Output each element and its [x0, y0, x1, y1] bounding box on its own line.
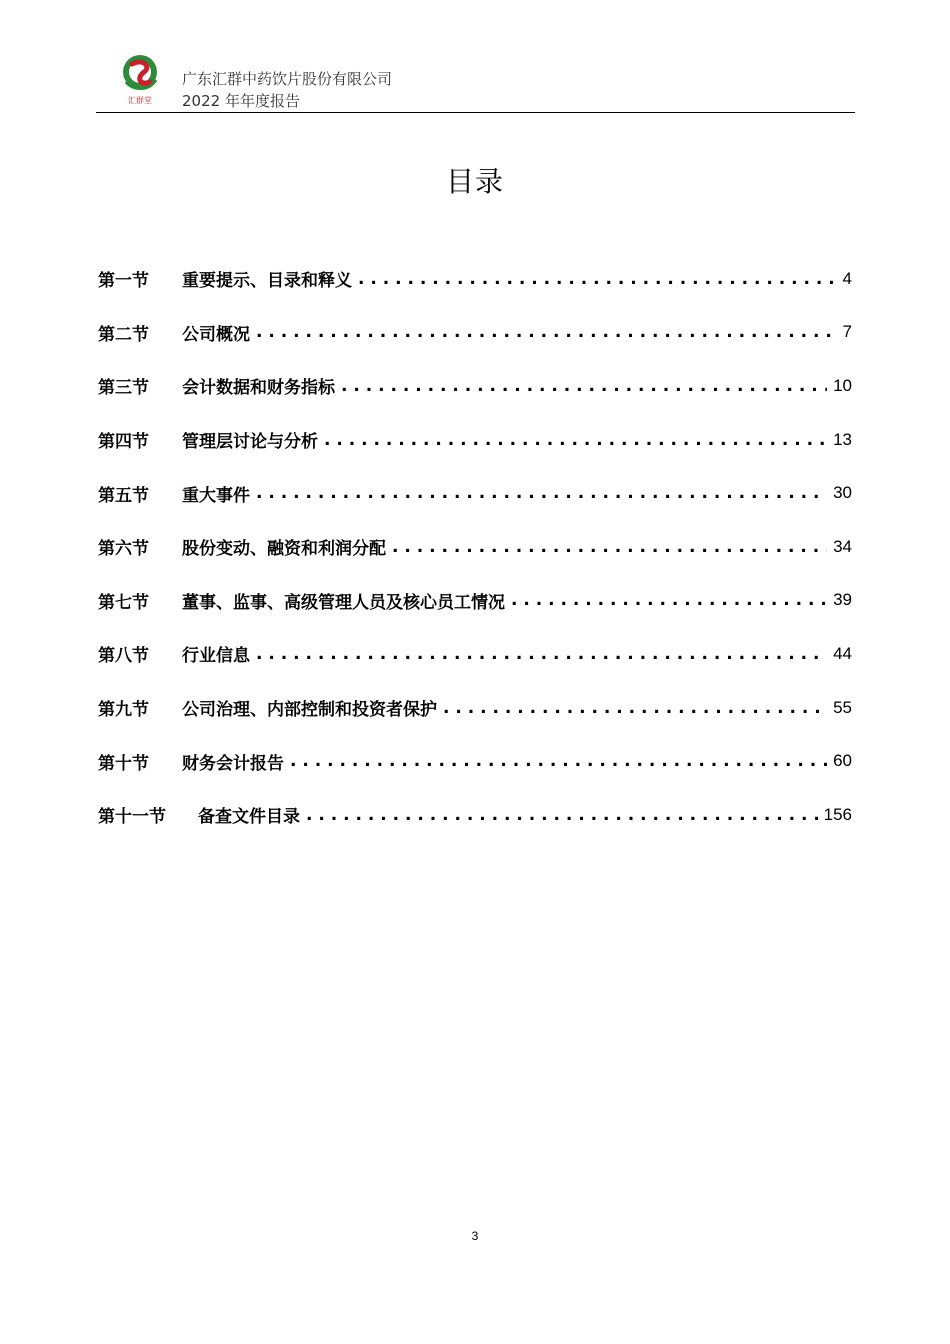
toc-row[interactable] — [98, 306, 852, 360]
toc-row[interactable] — [98, 681, 852, 735]
toc-leader — [256, 322, 837, 342]
header-rule — [96, 112, 855, 113]
toc-section: 第一节 — [98, 271, 149, 292]
table-of-contents — [98, 252, 852, 842]
toc-row[interactable] — [98, 252, 852, 306]
toc-page: 39 — [833, 590, 852, 610]
toc-page: 30 — [833, 483, 852, 503]
toc-row[interactable] — [98, 734, 852, 788]
report-name: 2022 年年度报告 — [182, 92, 300, 110]
toc-leader — [392, 537, 827, 557]
toc-leader — [290, 751, 827, 771]
toc-row[interactable] — [98, 466, 852, 520]
toc-title: 备查文件目录 — [198, 807, 300, 828]
toc-title: 财务会计报告 — [182, 753, 284, 774]
toc-section: 第八节 — [98, 646, 149, 667]
toc-title: 重大事件 — [182, 485, 250, 506]
toc-title: 管理层讨论与分析 — [182, 432, 318, 453]
page-title: 目录 — [445, 165, 504, 198]
toc-page: 55 — [833, 697, 852, 717]
toc-title: 董事、监事、高级管理人员及核心员工情况 — [182, 592, 505, 613]
toc-title: 行业信息 — [182, 646, 250, 667]
toc-section: 第五节 — [98, 485, 149, 506]
company-logo-icon — [118, 52, 162, 108]
toc-section: 第七节 — [98, 592, 149, 613]
toc-section: 第六节 — [98, 539, 149, 560]
toc-section: 第九节 — [98, 700, 149, 721]
toc-leader — [324, 430, 827, 450]
toc-row[interactable] — [98, 627, 852, 681]
page-number: 3 — [471, 1229, 479, 1243]
toc-leader — [443, 698, 827, 718]
logo-text: 汇群堂 — [128, 96, 152, 105]
toc-page: 34 — [833, 536, 852, 556]
toc-section: 第十一节 — [98, 807, 166, 828]
toc-page: 156 — [823, 804, 852, 824]
toc-page: 4 — [842, 268, 852, 288]
toc-page: 13 — [833, 429, 852, 449]
toc-leader — [256, 644, 827, 664]
toc-leader — [341, 376, 827, 396]
toc-title: 公司概况 — [182, 324, 250, 345]
toc-title: 重要提示、目录和释义 — [182, 271, 352, 292]
toc-row[interactable] — [98, 574, 852, 628]
toc-title: 会计数据和财务指标 — [182, 378, 335, 399]
toc-page: 10 — [833, 375, 852, 395]
toc-row[interactable] — [98, 788, 852, 842]
company-name: 广东汇群中药饮片股份有限公司 — [182, 70, 393, 88]
page-header — [96, 52, 855, 114]
toc-title: 股份变动、融资和利润分配 — [182, 539, 386, 560]
toc-row[interactable] — [98, 520, 852, 574]
toc-page: 7 — [842, 322, 852, 342]
toc-leader — [358, 269, 837, 289]
toc-row[interactable] — [98, 359, 852, 413]
toc-title: 公司治理、内部控制和投资者保护 — [182, 700, 437, 721]
toc-section: 第四节 — [98, 432, 149, 453]
toc-section: 第二节 — [98, 324, 149, 345]
toc-leader — [306, 805, 818, 825]
toc-section: 第三节 — [98, 378, 149, 399]
toc-section: 第十节 — [98, 753, 149, 774]
toc-page: 44 — [833, 643, 852, 663]
toc-leader — [511, 590, 827, 610]
toc-page: 60 — [833, 751, 852, 771]
toc-leader — [256, 483, 827, 503]
toc-row[interactable] — [98, 413, 852, 467]
